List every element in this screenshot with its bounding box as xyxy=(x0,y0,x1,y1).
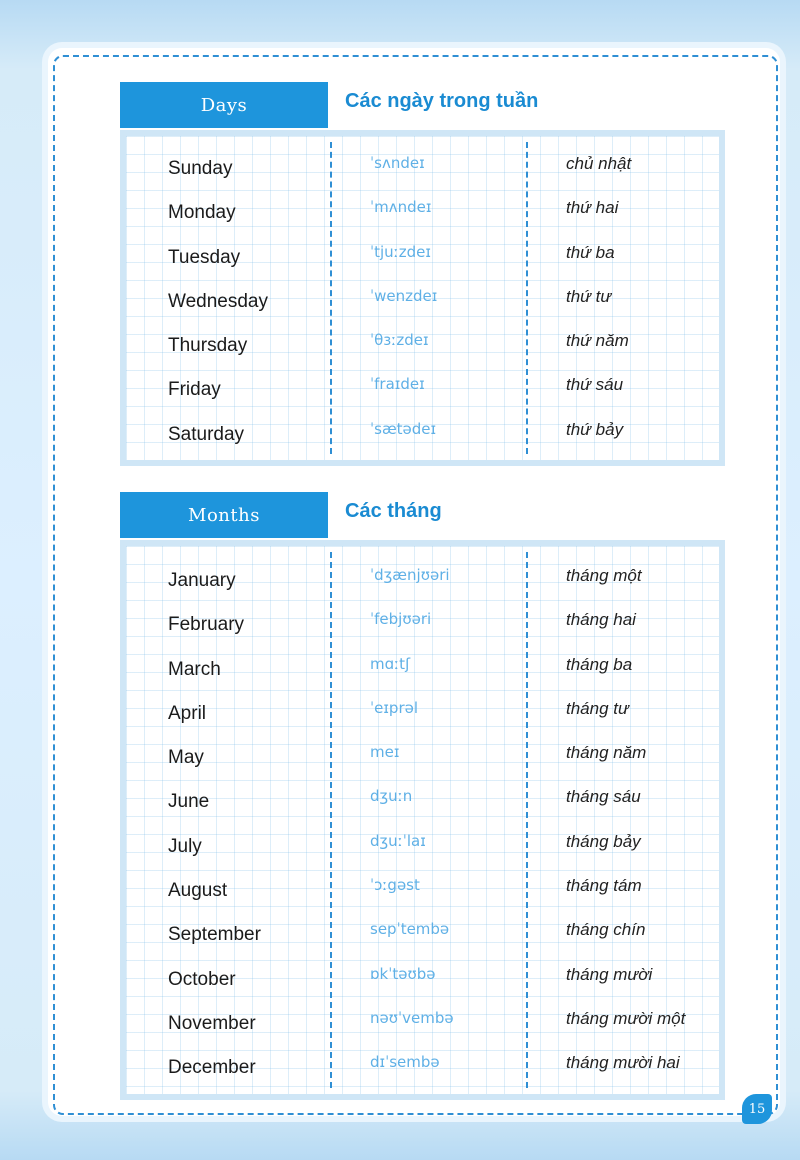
months-table xyxy=(120,540,725,1100)
months-section xyxy=(120,492,725,1100)
vietnamese-meaning: tháng năm xyxy=(566,743,647,763)
months-tag: Months xyxy=(120,492,328,538)
pronunciation: ˈeɪprəl xyxy=(370,698,419,717)
table-row xyxy=(126,239,719,283)
vietnamese-meaning: tháng tư xyxy=(566,698,629,718)
table-row xyxy=(126,327,719,371)
english-word: May xyxy=(168,747,204,769)
english-word: Tuesday xyxy=(168,246,241,268)
table-row xyxy=(126,1049,719,1093)
english-word: Friday xyxy=(168,379,221,401)
vietnamese-meaning: thứ ba xyxy=(566,242,615,262)
vietnamese-meaning: thứ hai xyxy=(566,198,619,218)
days-section xyxy=(120,82,725,466)
pronunciation: meɪ xyxy=(370,743,400,762)
days-tag: Days xyxy=(120,82,328,128)
english-word: Wednesday xyxy=(168,290,268,312)
pronunciation: nəʊˈvembə xyxy=(370,1008,454,1027)
english-word: January xyxy=(168,570,236,591)
english-word: Monday xyxy=(168,202,236,224)
table-row xyxy=(126,562,719,606)
english-word: Saturday xyxy=(168,423,245,445)
vietnamese-meaning: thứ bảy xyxy=(566,419,624,439)
days-heading: Các ngày trong tuần xyxy=(345,90,539,112)
vietnamese-meaning: tháng mười xyxy=(566,964,653,984)
english-word: April xyxy=(168,702,207,724)
vietnamese-meaning: tháng sáu xyxy=(566,787,641,807)
pronunciation: ˈtjuːzdeɪ xyxy=(370,242,431,261)
table-row xyxy=(126,150,719,194)
pronunciation: ɒkˈtəʊbə xyxy=(370,964,436,983)
pronunciation: ˈsʌndeɪ xyxy=(370,154,425,172)
pronunciation: dʒuːn xyxy=(370,787,413,806)
english-word: December xyxy=(168,1057,256,1079)
english-word: November xyxy=(168,1012,256,1034)
pronunciation: ˈfraɪdeɪ xyxy=(370,375,425,394)
table-row xyxy=(126,606,719,650)
pronunciation: dʒuːˈlaɪ xyxy=(370,831,426,850)
vietnamese-meaning: tháng ba xyxy=(566,654,633,674)
table-row xyxy=(126,371,719,415)
english-word: August xyxy=(168,880,228,902)
table-row xyxy=(126,961,719,1005)
pronunciation: ˈsætədeɪ xyxy=(370,419,437,438)
english-word: Thursday xyxy=(168,335,248,357)
table-row xyxy=(126,194,719,238)
pronunciation: ˈmʌndeɪ xyxy=(370,198,432,217)
table-row xyxy=(126,916,719,960)
english-word: October xyxy=(168,968,236,990)
pronunciation: ˈθɜːzdeɪ xyxy=(370,331,429,350)
vietnamese-meaning: tháng bảy xyxy=(566,831,641,851)
table-row xyxy=(126,872,719,916)
table-row xyxy=(126,828,719,872)
english-word: March xyxy=(168,658,221,680)
table-row xyxy=(126,695,719,739)
vietnamese-meaning: tháng chín xyxy=(566,920,646,940)
vietnamese-meaning: tháng hai xyxy=(566,610,636,630)
table-row xyxy=(126,739,719,783)
vietnamese-meaning: tháng một xyxy=(566,566,642,585)
months-heading: Các tháng xyxy=(345,500,442,522)
vietnamese-meaning: thứ năm xyxy=(566,331,629,351)
english-word: June xyxy=(168,791,210,813)
english-word: July xyxy=(168,835,202,857)
vietnamese-meaning: chủ nhật xyxy=(566,154,632,173)
pronunciation: ˈɔːgəst xyxy=(370,876,420,895)
table-row xyxy=(126,283,719,327)
vietnamese-meaning: thứ tư xyxy=(566,286,612,306)
vietnamese-meaning: thứ sáu xyxy=(566,375,624,395)
days-header xyxy=(120,82,725,128)
months-header xyxy=(120,492,725,538)
days-table xyxy=(120,130,725,466)
english-word: February xyxy=(168,614,245,636)
table-row xyxy=(126,416,719,460)
vietnamese-meaning: tháng mười một xyxy=(566,1008,686,1028)
pronunciation: ˈdʒænjʊəri xyxy=(370,566,450,584)
pronunciation: ˈfebjʊəri xyxy=(370,610,432,629)
english-word: September xyxy=(168,924,261,946)
vietnamese-meaning: tháng tám xyxy=(566,876,642,896)
pronunciation: mɑːtʃ xyxy=(370,654,411,673)
pronunciation: dɪˈsembə xyxy=(370,1053,440,1072)
page-number: 15 xyxy=(742,1094,772,1124)
pronunciation: ˈwenzdeɪ xyxy=(370,286,438,305)
pronunciation: sepˈtembə xyxy=(370,920,450,939)
vietnamese-meaning: tháng mười hai xyxy=(566,1053,680,1073)
table-row xyxy=(126,783,719,827)
english-word: Sunday xyxy=(168,158,233,179)
table-row xyxy=(126,651,719,695)
table-row xyxy=(126,1005,719,1049)
